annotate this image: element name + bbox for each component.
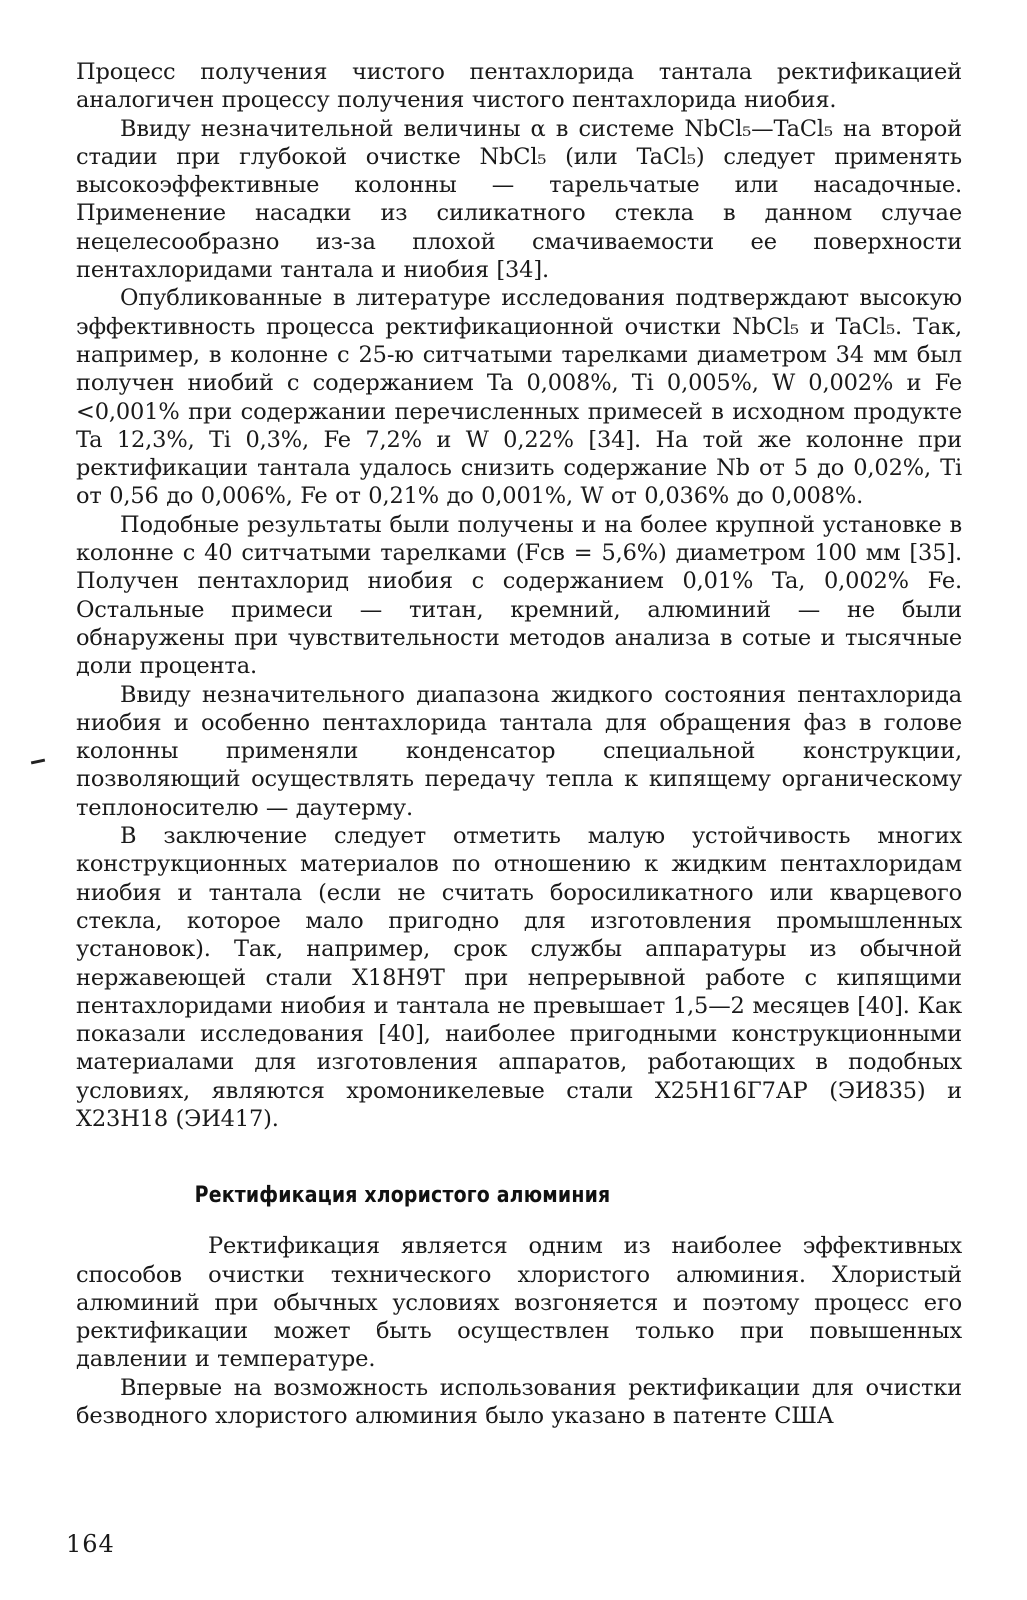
paragraph: Процесс получения чистого пентахлорида тантала ректификацией аналогичен процессу получения чистого пентахлорида ниобия. [76,59,962,114]
paragraph: Впервые на возможность использования ректификации для очистки безводного хлористого алюминия было указано в патенте США [76,1374,962,1430]
paragraph: Ввиду незначительного диапазона жидкого состояния пентахлорида ниобия и особенно пентахлорида тантала для обращения фаз в голове колонны применяли конденсатор специальной конструкции, позволяющий осуществлять передачу тепла к кипящему органическому теплоносителю — даутерму. [76,681,962,821]
margin-mark [31,759,45,765]
section-heading: Ректификация хлористого алюминия [194,1183,611,1209]
paragraph: Подобные результаты были получены и на более крупной установке в колонне с 40 ситчатыми тарелками (Fсв = 5,6%) диаметром 100 мм [35]. Получен пентахлорид ниобия с содержанием 0,01% Ta, 0,002% Fe. Остальные примеси — титан, кремний, алюминий — не были обнаружены при чувствительности методов анализа в сотые и тысячные доли процента. [76,511,962,680]
paragraph: В заключение следует отметить малую устойчивость многих конструкционных материалов по отношению к жидким пентахлоридам ниобия и тантала (если не считать боросиликатного или кварцевого стекла, которое мало пригодно для изготовления промышленных установок). Так, например, срок службы аппаратуры из обычной нержавеющей стали Х18Н9Т при непрерывной работе с кипящими пентахлоридами ниобия и тантала не превышает 1,5—2 месяцев [40]. Как показали исследования [40], наиболее пригодными конструкционными материалами для изготовления аппаратов, работающих в подобных условиях, являются хромоникелевые стали Х25Н16Г7АР (ЭИ835) и Х23Н18 (ЭИ417). [76,823,962,1132]
page-body [76,58,962,1430]
paragraph: Ввиду незначительной величины α в системе NbCl₅—TaCl₅ на второй стадии при глубокой очистке NbCl₅ (или TaCl₅) следует применять высокоэффективные колонны — тарельчатые или насадочные. Применение насадки из силикатного стекла в данном случае нецелесообразно из-за плохой смачиваемости ее поверхности пентахлоридами тантала и ниобия [34]. [76,115,962,284]
paragraph: Ректификация является одним из наиболее эффективных способов очистки технического хлористого алюминия. Хлористый алюминий при обычных условиях возгоняется и поэтому процесс его ректификации может быть осуществлен только при повышенных давлении и температуре. [76,1233,962,1373]
page-number: 164 [66,1530,115,1558]
paragraph: Опубликованные в литературе исследования подтверждают высокую эффективность процесса ректификационной очистки NbCl₅ и TaCl₅. Так, например, в колонне с 25-ю ситчатыми тарелками диаметром 34 мм был получен ниобий с содержанием Ta 0,008%, Ti 0,005%, W 0,002% и Fe <0,001% при содержании перечисленных примесей в исходном продукте Ta 12,3%, Ti 0,3%, Fe 7,2% и W 0,22% [34]. На той же колонне при ректификации тантала удалось снизить содержание Nb от 5 до 0,02%, Ti от 0,56 до 0,006%, Fe от 0,21% до 0,001%, W от 0,036% до 0,008%. [76,285,962,510]
